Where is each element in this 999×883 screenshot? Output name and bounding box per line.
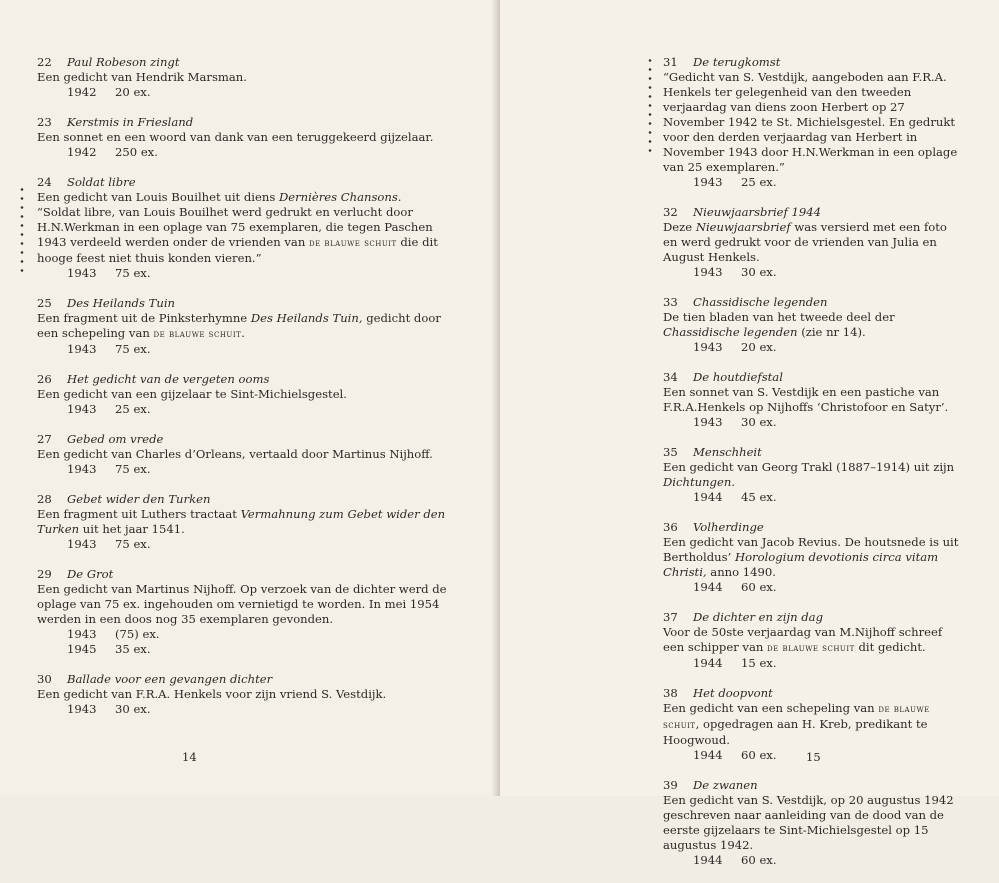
italic-reference: Horologium devotionis circa vitam Christi,	[663, 550, 939, 579]
edition-copies: 20 ex.	[741, 340, 777, 354]
description-text: “Soldat libre, van Louis Bouilhet werd gedrukt en verlucht door H.N.Werkman in een oplage van 75 exemplaren, die tegen Paschen 1943 verdeeld werden onder de vrienden van	[37, 205, 433, 249]
description-text: was versierd met een foto en werd gedrukt voor de vrienden van Julia en August Henkels.	[663, 220, 947, 264]
entry-description	[37, 311, 452, 342]
edition-line	[37, 462, 452, 477]
edition-year: 1943	[693, 265, 723, 279]
entry-title: De Grot	[67, 567, 114, 581]
entry-number: 29	[37, 567, 52, 581]
entry-description	[663, 220, 963, 265]
edition-year: 1943	[67, 266, 97, 280]
entry-description	[37, 190, 452, 266]
entry-title: Nieuwjaarsbrief 1944	[693, 205, 822, 219]
entry-heading	[663, 686, 963, 701]
catalogue-entry	[37, 672, 452, 717]
entry-number: 22	[37, 55, 52, 69]
catalogue-entry	[663, 370, 963, 430]
description-text: dit gedicht.	[854, 640, 926, 654]
edition-copies: 60 ex.	[741, 580, 777, 594]
edition-year: 1944	[693, 748, 723, 762]
description-text: (zie nr 14).	[797, 325, 866, 339]
catalogue-entry	[37, 115, 452, 160]
entry-title: De terugkomst	[693, 55, 781, 69]
edition-line	[663, 340, 963, 355]
entry-title: Ballade voor een gevangen dichter	[67, 672, 273, 686]
entry-heading	[37, 296, 452, 311]
edition-year: 1943	[693, 340, 723, 354]
catalogue-entry	[37, 175, 452, 281]
edition-line	[37, 402, 452, 417]
entry-heading	[663, 778, 963, 793]
entry-list	[37, 55, 452, 732]
description-text: .	[241, 326, 245, 340]
edition-line	[37, 642, 452, 657]
edition-line	[37, 627, 452, 642]
catalogue-entry	[37, 55, 452, 100]
entry-description: Een gedicht van Martinus Nijhoff. Op verzoek van de dichter werd de oplage van 75 ex. ingehouden om vernietigd te worden. In mei 1954 werden in een doos nog 35 exemplaren gevonden.	[37, 582, 447, 626]
edition-copies: 25 ex.	[115, 402, 151, 416]
edition-year: 1944	[693, 853, 723, 867]
italic-reference: Dichtungen.	[663, 475, 735, 489]
italic-reference: Des Heilands Tuin,	[250, 311, 363, 325]
edition-line	[37, 702, 452, 717]
description-text: die dit hooge feest niet thuis konden vieren.”	[37, 235, 438, 265]
entry-number: 39	[663, 778, 678, 792]
edition-line	[37, 145, 452, 160]
entry-title: Soldat libre	[67, 175, 136, 189]
edition-line	[663, 853, 963, 868]
italic-reference: Chassidische legenden	[663, 325, 798, 339]
publisher-name: de blauwe schuit	[153, 329, 242, 340]
edition-copies: 60 ex.	[741, 748, 777, 762]
edition-year: 1943	[693, 415, 723, 429]
edition-copies: 75 ex.	[115, 342, 151, 356]
entry-description	[663, 310, 963, 340]
edition-year: 1943	[67, 702, 97, 716]
catalogue-entry	[663, 610, 963, 671]
entry-title: Het doopvont	[693, 686, 773, 700]
entry-description	[663, 460, 963, 490]
entry-heading	[37, 492, 452, 507]
entry-title: Het gedicht van de vergeten ooms	[67, 372, 270, 386]
edition-copies: 25 ex.	[741, 175, 777, 189]
edition-line	[663, 656, 963, 671]
edition-line	[663, 175, 963, 190]
entry-heading	[37, 567, 452, 582]
entry-heading	[663, 55, 963, 70]
edition-year: 1943	[67, 462, 97, 476]
description-text: De tien bladen van het tweede deel der	[663, 310, 895, 324]
entry-number: 27	[37, 432, 52, 446]
entry-heading	[663, 520, 963, 535]
edition-year: 1943	[67, 402, 97, 416]
page-number: 14	[182, 750, 197, 764]
entry-heading	[37, 372, 452, 387]
catalogue-entry	[663, 205, 963, 280]
publisher-name: de blauwe schuit	[308, 238, 397, 249]
edition-year: 1942	[67, 145, 97, 159]
entry-title: De houtdiefstal	[693, 370, 783, 384]
entry-title: Gebet wider den Turken	[67, 492, 211, 506]
entry-number: 36	[663, 520, 678, 534]
description-text: anno 1490.	[706, 565, 776, 579]
description-text: , opgedragen aan H. Kreb, predikant te Hoogwoud.	[663, 717, 928, 747]
edition-line	[37, 85, 452, 100]
description-text: Een gedicht van Louis Bouilhet uit diens	[37, 190, 279, 204]
entry-number: 24	[37, 175, 52, 189]
edition-year: 1945	[67, 642, 97, 656]
description-text: Een gedicht van Jacob Revius. De houtsnede is uit Bertholdus’	[663, 535, 959, 564]
entry-number: 34	[663, 370, 678, 384]
entry-title: Chassidische legenden	[693, 295, 828, 309]
edition-copies: 60 ex.	[741, 853, 777, 867]
catalogue-entry	[663, 520, 963, 595]
edition-year: 1943	[693, 175, 723, 189]
entry-description: “Gedicht van S. Vestdijk, aangeboden aan F.R.A. Henkels ter gelegenheid van den tweeden verjaardag van diens zoon Herbert op 27 November 1942 te St. Michielsgestel. En gedrukt voor den derden verjaardag van Herbert in November 1943 door H.N.Werkman in een oplage van 25 exemplaren.”	[663, 70, 958, 174]
description-text: Een fragment uit Luthers tractaat	[37, 507, 241, 521]
edition-year: 1943	[67, 627, 97, 641]
entry-heading	[663, 295, 963, 310]
catalogue-entry	[37, 296, 452, 357]
edition-copies: (75) ex.	[115, 627, 160, 641]
entry-heading	[37, 55, 452, 70]
edition-line	[37, 537, 452, 552]
entry-description: Een gedicht van Charles d’Orleans, vertaald door Martinus Nijhoff.	[37, 447, 433, 461]
edition-copies: 20 ex.	[115, 85, 151, 99]
description-text: Voor de 50ste verjaardag van M.Nijhoff schreef een schipper van	[663, 625, 943, 654]
description-text: gedicht door een schepeling van	[37, 311, 441, 340]
entry-number: 26	[37, 372, 52, 386]
entry-number: 35	[663, 445, 678, 459]
edition-line	[37, 342, 452, 357]
entry-title: Des Heilands Tuin	[67, 296, 175, 310]
edition-copies: 30 ex.	[741, 415, 777, 429]
entry-number: 28	[37, 492, 52, 506]
edition-line	[663, 265, 963, 280]
entry-heading	[663, 205, 963, 220]
edition-year: 1943	[67, 342, 97, 356]
catalogue-entry	[663, 445, 963, 505]
edition-copies: 35 ex.	[115, 642, 151, 656]
entry-title: Menschheit	[693, 445, 762, 459]
entry-heading	[37, 115, 452, 130]
entry-description: Een gedicht van F.R.A. Henkels voor zijn vriend S. Vestdijk.	[37, 687, 387, 701]
entry-heading	[663, 610, 963, 625]
description-text: Een gedicht van Georg Trakl (1887–1914) uit zijn	[663, 460, 955, 474]
entry-number: 31	[663, 55, 678, 69]
entry-number: 33	[663, 295, 678, 309]
entry-description	[37, 507, 452, 537]
edition-year: 1944	[693, 656, 723, 670]
entry-number: 32	[663, 205, 678, 219]
entry-title: Volherdinge	[693, 520, 764, 534]
entry-number: 30	[37, 672, 52, 686]
page-number: 15	[806, 750, 821, 764]
edition-year: 1944	[693, 490, 723, 504]
catalogue-entry	[663, 55, 963, 190]
catalogue-entry	[37, 432, 452, 477]
edition-line	[663, 490, 963, 505]
entry-heading	[37, 175, 452, 190]
entry-number: 37	[663, 610, 678, 624]
edition-year: 1942	[67, 85, 97, 99]
entry-heading	[37, 432, 452, 447]
edition-line	[37, 266, 452, 281]
edition-line	[663, 415, 963, 430]
catalogue-entry	[663, 778, 963, 868]
edition-copies: 30 ex.	[741, 265, 777, 279]
entry-number: 25	[37, 296, 52, 310]
italic-reference: Nieuwjaarsbrief	[695, 220, 791, 234]
entry-description	[663, 701, 963, 748]
entry-description: Een gedicht van S. Vestdijk, op 20 augustus 1942 geschreven naar aanleiding van de dood van de eerste gijzelaars te Sint-Michielsgestel op 15 augustus 1942.	[663, 793, 954, 852]
edition-copies: 75 ex.	[115, 537, 151, 551]
description-text: Deze	[663, 220, 696, 234]
entry-title: Paul Robeson zingt	[67, 55, 180, 69]
edition-copies: 45 ex.	[741, 490, 777, 504]
publisher-name: de blauwe schuit	[663, 704, 930, 731]
edition-copies: 75 ex.	[115, 266, 151, 280]
catalogue-entry	[663, 295, 963, 355]
right-page	[500, 0, 999, 867]
entry-heading	[663, 370, 963, 385]
description-text: Een gedicht van een schepeling van	[663, 701, 879, 715]
entry-number: 38	[663, 686, 678, 700]
entry-title: Kerstmis in Friesland	[67, 115, 194, 129]
entry-heading	[37, 672, 452, 687]
entry-title: De zwanen	[693, 778, 758, 792]
entry-number: 23	[37, 115, 52, 129]
description-text: uit het jaar 1541.	[79, 522, 185, 536]
entry-description: Een gedicht van Hendrik Marsman.	[37, 70, 247, 84]
italic-reference: Dernières Chansons.	[278, 190, 402, 204]
entry-description: Een sonnet en een woord van dank van een teruggekeerd gijzelaar.	[37, 130, 434, 144]
edition-year: 1943	[67, 537, 97, 551]
entry-description	[663, 625, 963, 656]
entry-description: Een sonnet van S. Vestdijk en een pastiche van F.R.A.Henkels op Nijhoffs ‘Christofoor en Satyr’.	[663, 385, 949, 414]
edition-year: 1944	[693, 580, 723, 594]
entry-title: Gebed om vrede	[67, 432, 164, 446]
italic-reference: Vermahnung zum Gebet wider den Turken	[37, 507, 446, 536]
description-text: Een fragment uit de Pinksterhymne	[37, 311, 251, 325]
entry-description	[663, 535, 963, 580]
publisher-name: de blauwe schuit	[767, 643, 855, 654]
catalogue-entry	[37, 492, 452, 552]
catalogue-entry	[37, 372, 452, 417]
edition-copies: 250 ex.	[115, 145, 158, 159]
margin-dot-marker	[20, 185, 24, 273]
entry-description: Een gedicht van een gijzelaar te Sint-Michielsgestel.	[37, 387, 347, 401]
edition-copies: 30 ex.	[115, 702, 151, 716]
edition-copies: 75 ex.	[115, 462, 151, 476]
left-page	[0, 0, 496, 796]
margin-dot-marker	[648, 56, 652, 152]
catalogue-entry	[37, 567, 452, 657]
edition-line	[663, 580, 963, 595]
entry-title: De dichter en zijn dag	[693, 610, 824, 624]
entry-heading	[663, 445, 963, 460]
edition-copies: 15 ex.	[741, 656, 777, 670]
